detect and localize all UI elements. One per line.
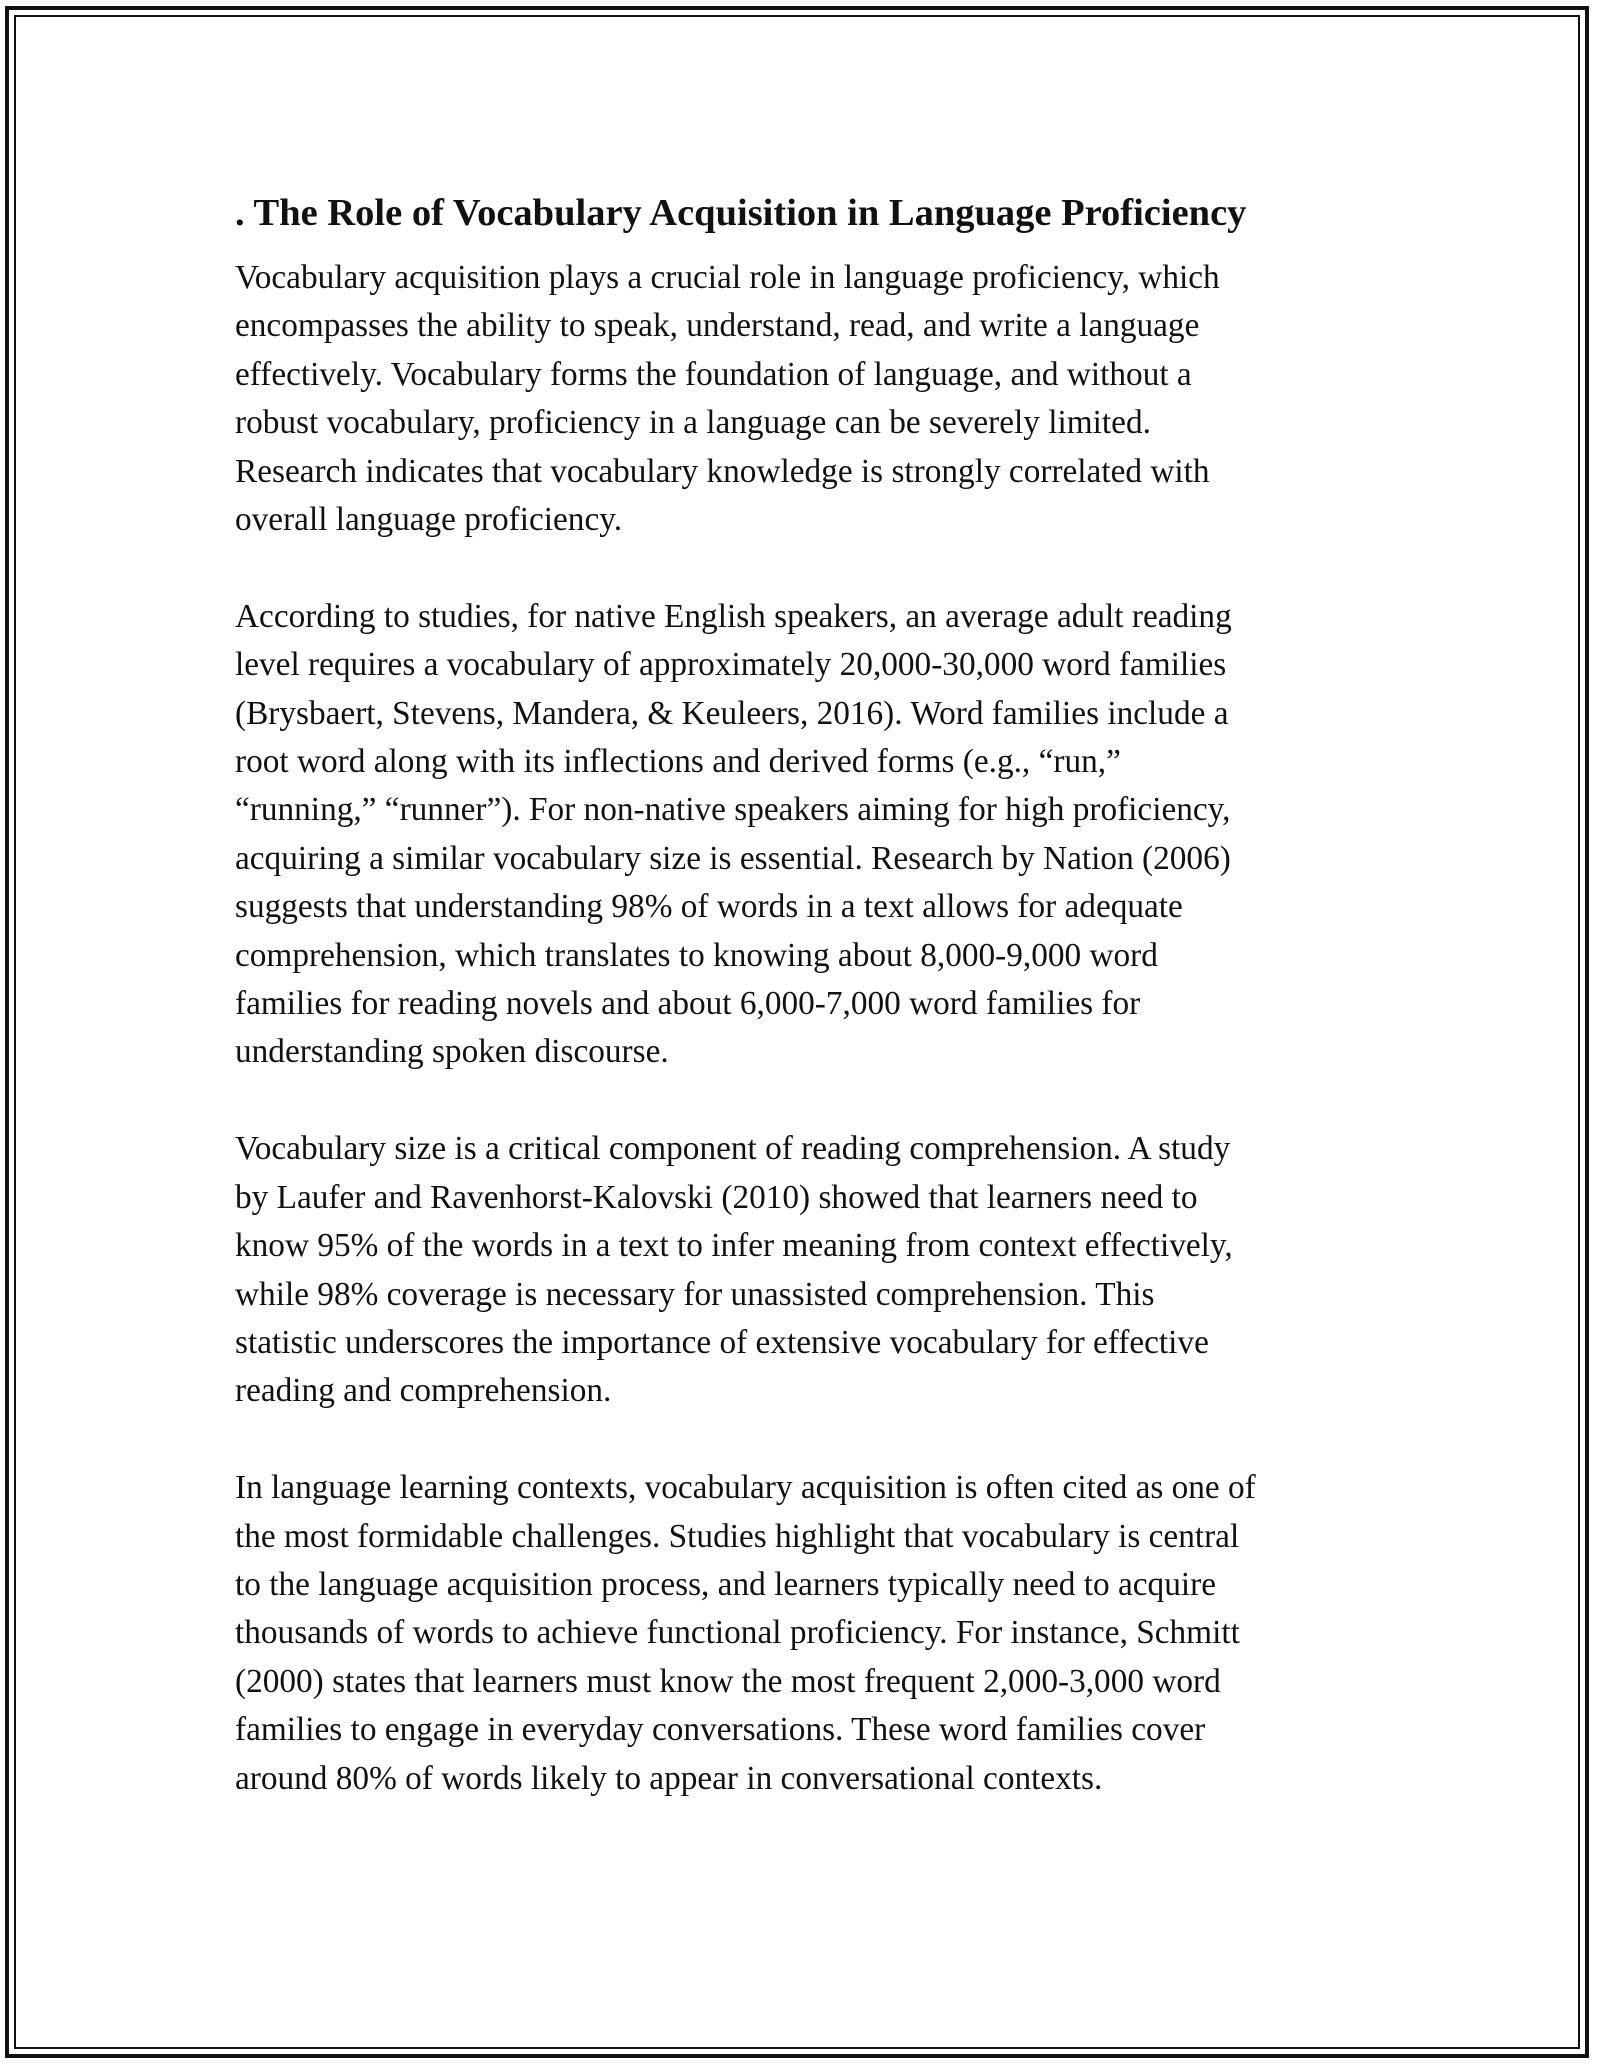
text-line: know 95% of the words in a text to infer meaning from context effectively, xyxy=(235,1227,1233,1265)
text-line: According to studies, for native English speakers, an average adult reading xyxy=(235,597,1232,635)
paragraph-3 xyxy=(235,1125,1375,1415)
paragraph-1 xyxy=(235,254,1375,544)
text-line: encompasses the ability to speak, understand, read, and write a language xyxy=(235,307,1200,345)
text-line: thousands of words to achieve functional proficiency. For instance, Schmitt xyxy=(235,1614,1240,1652)
text-line: suggests that understanding 98% of words in a text allows for adequate xyxy=(235,888,1183,926)
text-line: effectively. Vocabulary forms the foundation of language, and without a xyxy=(235,355,1192,393)
text-line: (Brysbaert, Stevens, Mandera, & Keuleers, 2016). Word families include a xyxy=(235,694,1229,732)
text-line: (2000) states that learners must know the most frequent 2,000-3,000 word xyxy=(235,1662,1221,1700)
text-line: families for reading novels and about 6,000-7,000 word families for xyxy=(235,985,1141,1023)
text-line: around 80% of words likely to appear in conversational contexts. xyxy=(235,1759,1103,1797)
document-body xyxy=(235,180,1375,1851)
text-line: Vocabulary size is a critical component of reading comprehension. A study xyxy=(235,1130,1231,1168)
paragraph-4 xyxy=(235,1464,1375,1803)
section-heading: . The Role of Vocabulary Acquisition in Language Proficiency xyxy=(235,192,1247,234)
text-line: comprehension, which translates to knowing about 8,000-9,000 word xyxy=(235,936,1158,974)
text-line: In language learning contexts, vocabulary acquisition is often cited as one of xyxy=(235,1469,1256,1507)
text-line: Research indicates that vocabulary knowledge is strongly correlated with xyxy=(235,452,1210,490)
text-line: acquiring a similar vocabulary size is essential. Research by Nation (2006) xyxy=(235,839,1231,877)
text-line: reading and comprehension. xyxy=(235,1372,612,1410)
paragraph-2 xyxy=(235,593,1375,1077)
text-line: understanding spoken discourse. xyxy=(235,1033,669,1071)
text-line: by Laufer and Ravenhorst-Kalovski (2010) showed that learners need to xyxy=(235,1178,1198,1216)
text-line: families to engage in everyday conversations. These word families cover xyxy=(235,1711,1206,1749)
text-line: root word along with its inflections and derived forms (e.g., “run,” xyxy=(235,743,1121,781)
text-line: the most formidable challenges. Studies highlight that vocabulary is central xyxy=(235,1517,1240,1555)
text-line: “running,” “runner”). For non-native speakers aiming for high proficiency, xyxy=(235,791,1231,829)
text-line: level requires a vocabulary of approximately 20,000-30,000 word families xyxy=(235,646,1227,684)
text-line: while 98% coverage is necessary for unassisted comprehension. This xyxy=(235,1275,1155,1313)
text-line: robust vocabulary, proficiency in a language can be severely limited. xyxy=(235,404,1151,442)
text-line: statistic underscores the importance of extensive vocabulary for effective xyxy=(235,1323,1209,1361)
text-line: to the language acquisition process, and learners typically need to acquire xyxy=(235,1565,1216,1603)
text-line: overall language proficiency. xyxy=(235,501,623,539)
text-line: Vocabulary acquisition plays a crucial role in language proficiency, which xyxy=(235,259,1220,296)
